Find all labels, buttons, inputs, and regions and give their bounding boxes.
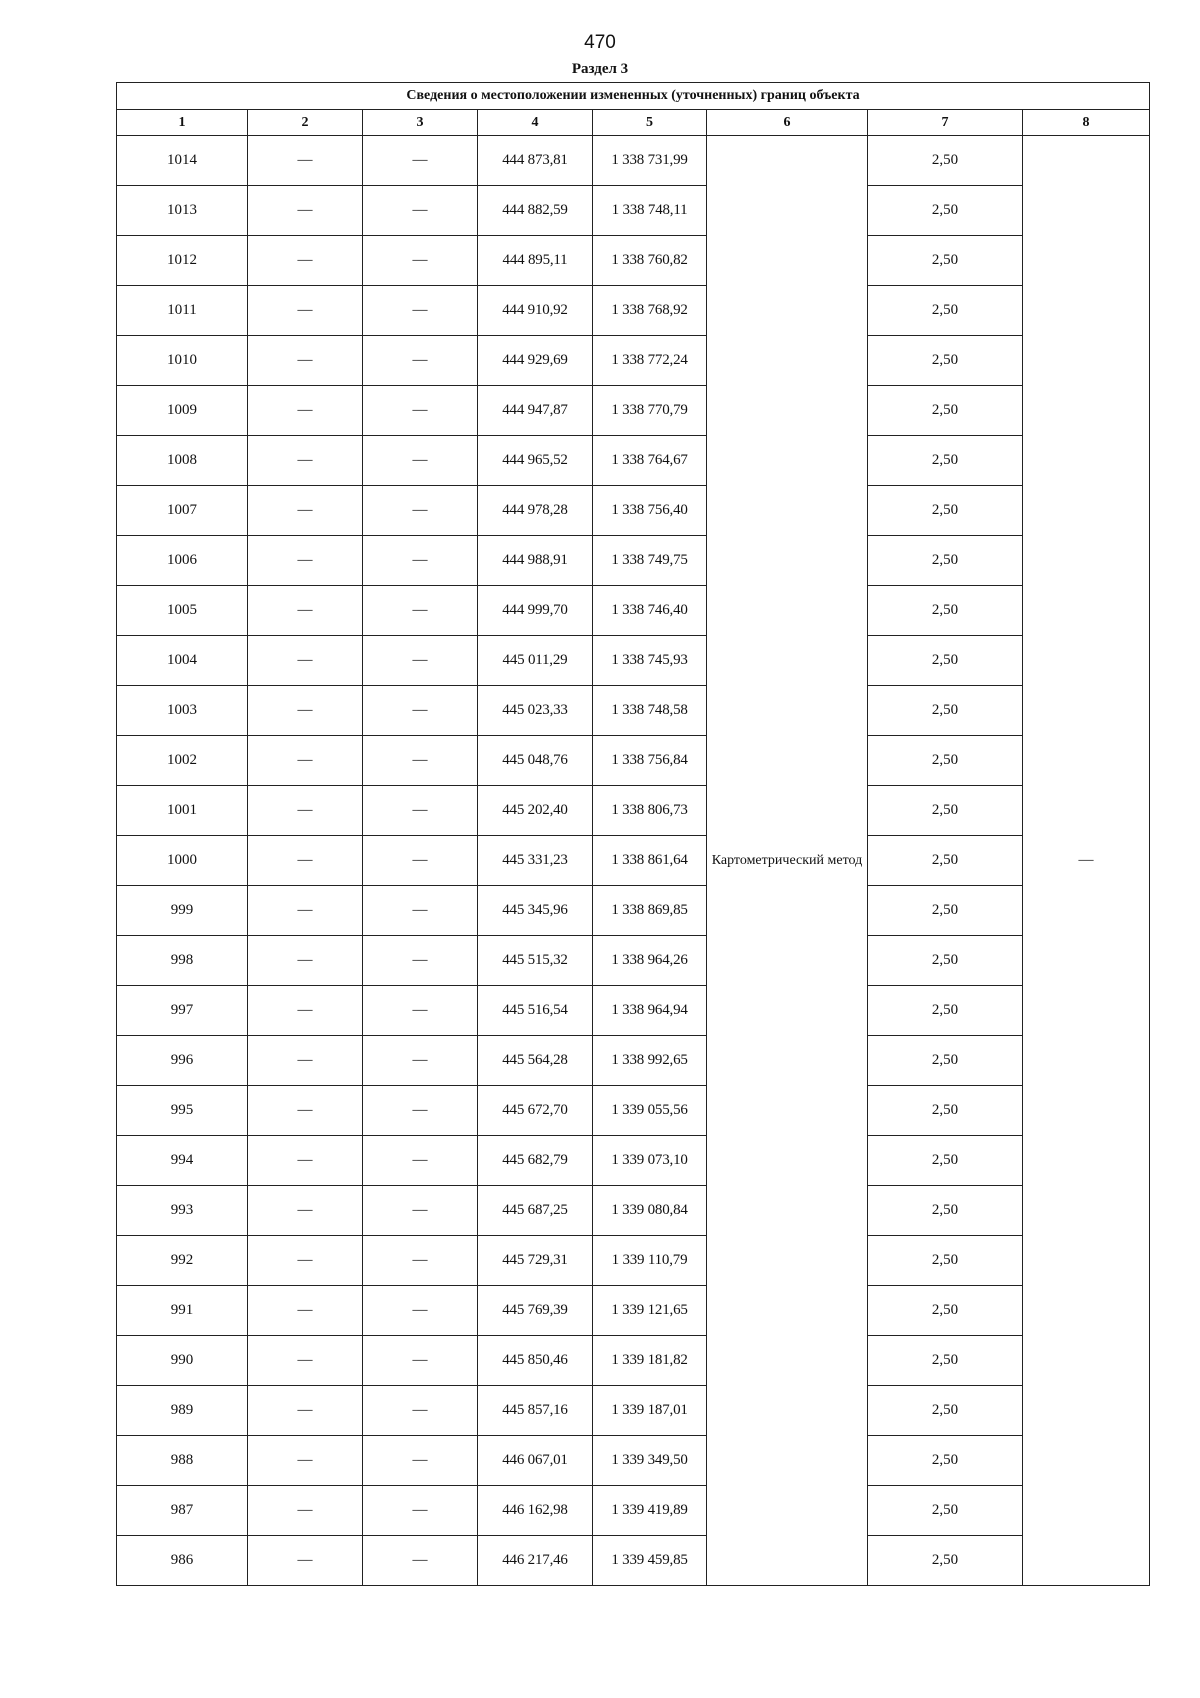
x-coordinate-cell: 445 345,96 xyxy=(478,886,593,936)
accuracy-cell: 2,50 xyxy=(868,1236,1023,1286)
column-3-cell: — xyxy=(363,1386,478,1436)
column-3-cell: — xyxy=(363,286,478,336)
column-2-cell: — xyxy=(248,886,363,936)
table-row xyxy=(117,236,1150,286)
point-number-cell: 1004 xyxy=(117,636,248,686)
point-number-cell: 987 xyxy=(117,1486,248,1536)
table-row xyxy=(117,636,1150,686)
column-2-cell: — xyxy=(248,1436,363,1486)
column-2-cell: — xyxy=(248,286,363,336)
column-number-header: 5 xyxy=(593,110,707,136)
accuracy-cell: 2,50 xyxy=(868,786,1023,836)
x-coordinate-cell: 446 067,01 xyxy=(478,1436,593,1486)
column-3-cell: — xyxy=(363,1136,478,1186)
point-number-cell: 1002 xyxy=(117,736,248,786)
column-2-cell: — xyxy=(248,736,363,786)
column-2-cell: — xyxy=(248,1086,363,1136)
table-row xyxy=(117,336,1150,386)
x-coordinate-cell: 445 682,79 xyxy=(478,1136,593,1186)
table-body xyxy=(117,136,1150,1586)
column-number-header: 2 xyxy=(248,110,363,136)
column-3-cell: — xyxy=(363,1336,478,1386)
column-3-cell: — xyxy=(363,836,478,886)
accuracy-cell: 2,50 xyxy=(868,186,1023,236)
point-number-cell: 1000 xyxy=(117,836,248,886)
column-3-cell: — xyxy=(363,1436,478,1486)
column-2-cell: — xyxy=(248,786,363,836)
x-coordinate-cell: 444 895,11 xyxy=(478,236,593,286)
column-number-header: 3 xyxy=(363,110,478,136)
table-row xyxy=(117,836,1150,886)
column-2-cell: — xyxy=(248,336,363,386)
column-3-cell: — xyxy=(363,736,478,786)
y-coordinate-cell: 1 338 745,93 xyxy=(593,636,707,686)
accuracy-cell: 2,50 xyxy=(868,286,1023,336)
column-3-cell: — xyxy=(363,786,478,836)
column-2-cell: — xyxy=(248,1036,363,1086)
y-coordinate-cell: 1 338 748,58 xyxy=(593,686,707,736)
y-coordinate-cell: 1 339 121,65 xyxy=(593,1286,707,1336)
x-coordinate-cell: 445 769,39 xyxy=(478,1286,593,1336)
table-row xyxy=(117,1286,1150,1336)
y-coordinate-cell: 1 339 080,84 xyxy=(593,1186,707,1236)
column-2-cell: — xyxy=(248,486,363,536)
column-3-cell: — xyxy=(363,436,478,486)
y-coordinate-cell: 1 338 964,94 xyxy=(593,986,707,1036)
point-number-cell: 988 xyxy=(117,1436,248,1486)
column-2-cell: — xyxy=(248,986,363,1036)
x-coordinate-cell: 444 873,81 xyxy=(478,136,593,186)
point-number-cell: 1013 xyxy=(117,186,248,236)
point-number-cell: 1008 xyxy=(117,436,248,486)
y-coordinate-cell: 1 338 770,79 xyxy=(593,386,707,436)
y-coordinate-cell: 1 338 731,99 xyxy=(593,136,707,186)
y-coordinate-cell: 1 338 746,40 xyxy=(593,586,707,636)
column-2-cell: — xyxy=(248,536,363,586)
column-2-cell: — xyxy=(248,836,363,886)
x-coordinate-cell: 444 910,92 xyxy=(478,286,593,336)
point-number-cell: 998 xyxy=(117,936,248,986)
column-2-cell: — xyxy=(248,1336,363,1386)
point-number-cell: 1012 xyxy=(117,236,248,286)
accuracy-cell: 2,50 xyxy=(868,836,1023,886)
x-coordinate-cell: 444 978,28 xyxy=(478,486,593,536)
x-coordinate-cell: 444 988,91 xyxy=(478,536,593,586)
point-number-cell: 997 xyxy=(117,986,248,1036)
column-2-cell: — xyxy=(248,1236,363,1286)
column-2-cell: — xyxy=(248,236,363,286)
y-coordinate-cell: 1 338 756,40 xyxy=(593,486,707,536)
point-number-cell: 995 xyxy=(117,1086,248,1136)
table-row xyxy=(117,1236,1150,1286)
table-row xyxy=(117,1036,1150,1086)
column-2-cell: — xyxy=(248,386,363,436)
table-row xyxy=(117,186,1150,236)
column-3-cell: — xyxy=(363,386,478,436)
accuracy-cell: 2,50 xyxy=(868,336,1023,386)
point-number-cell: 1014 xyxy=(117,136,248,186)
y-coordinate-cell: 1 339 419,89 xyxy=(593,1486,707,1536)
point-number-cell: 989 xyxy=(117,1386,248,1436)
table-row xyxy=(117,386,1150,436)
point-number-cell: 991 xyxy=(117,1286,248,1336)
x-coordinate-cell: 445 048,76 xyxy=(478,736,593,786)
column-3-cell: — xyxy=(363,1486,478,1536)
accuracy-cell: 2,50 xyxy=(868,1086,1023,1136)
table-row xyxy=(117,1486,1150,1536)
column-3-cell: — xyxy=(363,686,478,736)
column-3-cell: — xyxy=(363,636,478,686)
table-caption: Сведения о местоположении измененных (уточненных) границ объекта xyxy=(117,83,1150,110)
accuracy-cell: 2,50 xyxy=(868,1436,1023,1486)
column-3-cell: — xyxy=(363,186,478,236)
column-3-cell: — xyxy=(363,486,478,536)
accuracy-cell: 2,50 xyxy=(868,736,1023,786)
column-3-cell: — xyxy=(363,936,478,986)
point-number-cell: 1007 xyxy=(117,486,248,536)
accuracy-cell: 2,50 xyxy=(868,436,1023,486)
table-row xyxy=(117,1536,1150,1586)
column-3-cell: — xyxy=(363,236,478,286)
column-2-cell: — xyxy=(248,686,363,736)
column-3-cell: — xyxy=(363,536,478,586)
point-number-cell: 999 xyxy=(117,886,248,936)
table-row xyxy=(117,986,1150,1036)
column-number-header: 4 xyxy=(478,110,593,136)
x-coordinate-cell: 444 947,87 xyxy=(478,386,593,436)
point-number-cell: 992 xyxy=(117,1236,248,1286)
column-3-cell: — xyxy=(363,1086,478,1136)
point-number-cell: 1001 xyxy=(117,786,248,836)
x-coordinate-cell: 445 515,32 xyxy=(478,936,593,986)
column-2-cell: — xyxy=(248,636,363,686)
y-coordinate-cell: 1 338 861,64 xyxy=(593,836,707,886)
column-3-cell: — xyxy=(363,1286,478,1336)
x-coordinate-cell: 444 929,69 xyxy=(478,336,593,386)
column-2-cell: — xyxy=(248,586,363,636)
x-coordinate-cell: 445 516,54 xyxy=(478,986,593,1036)
column-2-cell: — xyxy=(248,1386,363,1436)
point-number-cell: 1003 xyxy=(117,686,248,736)
accuracy-cell: 2,50 xyxy=(868,1036,1023,1086)
x-coordinate-cell: 444 882,59 xyxy=(478,186,593,236)
column-2-cell: — xyxy=(248,136,363,186)
accuracy-cell: 2,50 xyxy=(868,886,1023,936)
table-row xyxy=(117,1336,1150,1386)
accuracy-cell: 2,50 xyxy=(868,1336,1023,1386)
y-coordinate-cell: 1 339 459,85 xyxy=(593,1536,707,1586)
accuracy-cell: 2,50 xyxy=(868,936,1023,986)
y-coordinate-cell: 1 338 992,65 xyxy=(593,1036,707,1086)
accuracy-cell: 2,50 xyxy=(868,1486,1023,1536)
y-coordinate-cell: 1 339 110,79 xyxy=(593,1236,707,1286)
y-coordinate-cell: 1 338 964,26 xyxy=(593,936,707,986)
x-coordinate-cell: 445 729,31 xyxy=(478,1236,593,1286)
column-2-cell: — xyxy=(248,1536,363,1586)
accuracy-cell: 2,50 xyxy=(868,1386,1023,1436)
column-3-cell: — xyxy=(363,586,478,636)
y-coordinate-cell: 1 339 055,56 xyxy=(593,1086,707,1136)
y-coordinate-cell: 1 338 764,67 xyxy=(593,436,707,486)
section-title: Раздел 3 xyxy=(571,61,629,77)
x-coordinate-cell: 445 023,33 xyxy=(478,686,593,736)
column-numbers-row xyxy=(117,110,1150,136)
column-3-cell: — xyxy=(363,886,478,936)
x-coordinate-cell: 445 687,25 xyxy=(478,1186,593,1236)
table-row xyxy=(117,936,1150,986)
page-number: 470 xyxy=(584,32,616,53)
accuracy-cell: 2,50 xyxy=(868,386,1023,436)
column-3-cell: — xyxy=(363,336,478,386)
point-number-cell: 1010 xyxy=(117,336,248,386)
x-coordinate-cell: 445 564,28 xyxy=(478,1036,593,1086)
table-row xyxy=(117,436,1150,486)
point-number-cell: 1005 xyxy=(117,586,248,636)
accuracy-cell: 2,50 xyxy=(868,686,1023,736)
y-coordinate-cell: 1 338 806,73 xyxy=(593,786,707,836)
column-3-cell: — xyxy=(363,1036,478,1086)
table-row xyxy=(117,1086,1150,1136)
column-2-cell: — xyxy=(248,1286,363,1336)
table-row xyxy=(117,1186,1150,1236)
table-row xyxy=(117,536,1150,586)
accuracy-cell: 2,50 xyxy=(868,586,1023,636)
point-number-cell: 1006 xyxy=(117,536,248,586)
point-number-cell: 986 xyxy=(117,1536,248,1586)
x-coordinate-cell: 445 857,16 xyxy=(478,1386,593,1436)
y-coordinate-cell: 1 338 772,24 xyxy=(593,336,707,386)
x-coordinate-cell: 445 202,40 xyxy=(478,786,593,836)
column-2-cell: — xyxy=(248,1136,363,1186)
point-number-cell: 993 xyxy=(117,1186,248,1236)
accuracy-cell: 2,50 xyxy=(868,986,1023,1036)
accuracy-cell: 2,50 xyxy=(868,486,1023,536)
accuracy-cell: 2,50 xyxy=(868,1186,1023,1236)
accuracy-cell: 2,50 xyxy=(868,636,1023,686)
table-row xyxy=(117,1136,1150,1186)
accuracy-cell: 2,50 xyxy=(868,136,1023,186)
column-3-cell: — xyxy=(363,986,478,1036)
x-coordinate-cell: 445 672,70 xyxy=(478,1086,593,1136)
point-number-cell: 1009 xyxy=(117,386,248,436)
y-coordinate-cell: 1 339 349,50 xyxy=(593,1436,707,1486)
table-row xyxy=(117,686,1150,736)
column-3-cell: — xyxy=(363,1536,478,1586)
table-row xyxy=(117,1386,1150,1436)
point-number-cell: 1011 xyxy=(117,286,248,336)
accuracy-cell: 2,50 xyxy=(868,536,1023,586)
y-coordinate-cell: 1 338 768,92 xyxy=(593,286,707,336)
table-row xyxy=(117,586,1150,636)
y-coordinate-cell: 1 339 073,10 xyxy=(593,1136,707,1186)
coordinates-table xyxy=(116,82,1150,1586)
x-coordinate-cell: 446 162,98 xyxy=(478,1486,593,1536)
y-coordinate-cell: 1 339 181,82 xyxy=(593,1336,707,1386)
column-2-cell: — xyxy=(248,1186,363,1236)
point-number-cell: 994 xyxy=(117,1136,248,1186)
x-coordinate-cell: 444 965,52 xyxy=(478,436,593,486)
column-2-cell: — xyxy=(248,186,363,236)
x-coordinate-cell: 446 217,46 xyxy=(478,1536,593,1586)
table-row xyxy=(117,886,1150,936)
table-row xyxy=(117,486,1150,536)
accuracy-cell: 2,50 xyxy=(868,1136,1023,1186)
x-coordinate-cell: 445 850,46 xyxy=(478,1336,593,1386)
table-row xyxy=(117,286,1150,336)
y-coordinate-cell: 1 338 749,75 xyxy=(593,536,707,586)
column-3-cell: — xyxy=(363,1236,478,1286)
x-coordinate-cell: 444 999,70 xyxy=(478,586,593,636)
column-2-cell: — xyxy=(248,1486,363,1536)
column-2-cell: — xyxy=(248,936,363,986)
accuracy-cell: 2,50 xyxy=(868,1536,1023,1586)
y-coordinate-cell: 1 338 748,11 xyxy=(593,186,707,236)
table-row xyxy=(117,786,1150,836)
point-number-cell: 996 xyxy=(117,1036,248,1086)
column-8-cell: — xyxy=(1023,136,1150,1586)
table-row xyxy=(117,1436,1150,1486)
column-number-header: 6 xyxy=(707,110,868,136)
x-coordinate-cell: 445 331,23 xyxy=(478,836,593,886)
method-cell: Картометрический метод xyxy=(707,136,868,1586)
column-3-cell: — xyxy=(363,1186,478,1236)
table-row xyxy=(117,736,1150,786)
column-2-cell: — xyxy=(248,436,363,486)
point-number-cell: 990 xyxy=(117,1336,248,1386)
y-coordinate-cell: 1 338 756,84 xyxy=(593,736,707,786)
column-number-header: 7 xyxy=(868,110,1023,136)
y-coordinate-cell: 1 339 187,01 xyxy=(593,1386,707,1436)
accuracy-cell: 2,50 xyxy=(868,1286,1023,1336)
column-number-header: 1 xyxy=(117,110,248,136)
x-coordinate-cell: 445 011,29 xyxy=(478,636,593,686)
y-coordinate-cell: 1 338 869,85 xyxy=(593,886,707,936)
table-row xyxy=(117,136,1150,186)
column-number-header: 8 xyxy=(1023,110,1150,136)
column-3-cell: — xyxy=(363,136,478,186)
accuracy-cell: 2,50 xyxy=(868,236,1023,286)
y-coordinate-cell: 1 338 760,82 xyxy=(593,236,707,286)
